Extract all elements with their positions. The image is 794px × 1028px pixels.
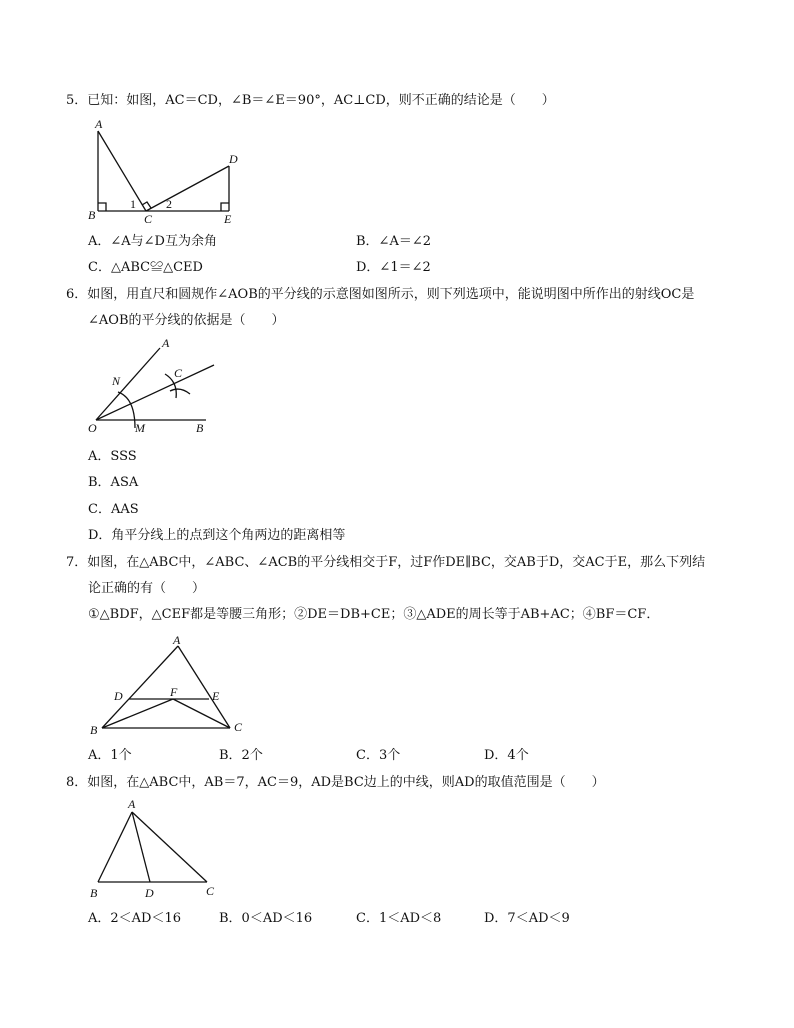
q7-label-c: C xyxy=(234,720,243,734)
q8-label-a: A xyxy=(128,797,136,811)
q5-label-b: B xyxy=(88,208,96,222)
q7-label-b: B xyxy=(90,723,98,737)
q8-label-c: C xyxy=(206,884,215,898)
q6-option-d[interactable]: D．角平分线上的点到这个角两边的距离相等 xyxy=(88,528,346,543)
q7-label-f: F xyxy=(170,685,178,699)
q7-option-d[interactable]: D．4个 xyxy=(484,748,529,763)
q8-label-d: D xyxy=(145,886,154,900)
q8-segment-ad xyxy=(132,812,150,882)
q7-stem-line3: ①△BDF，△CEF都是等腰三角形；②DE＝DB+CE；③△ADE的周长等于AB+AC；④BF＝CF． xyxy=(88,607,660,622)
q5-label-angle-1: 1 xyxy=(130,197,136,211)
q5-label-a: A xyxy=(95,117,103,131)
q8-label-b: B xyxy=(90,886,98,900)
q7-stem-line1: 7．如图，在△ABC中，∠ABC、∠ACB的平分线相交于F，过F作DE∥BC，交AB于D，交AC于E，那么下列结 xyxy=(66,555,706,570)
q8-option-a[interactable]: A．2＜AD＜16 xyxy=(88,911,182,926)
q5-label-angle-2: 2 xyxy=(166,197,172,211)
q7-option-a[interactable]: A．1个 xyxy=(88,748,132,763)
q5-label-d: D xyxy=(229,152,238,166)
q6-stem-line2: ∠AOB的平分线的依据是（ ） xyxy=(88,313,285,328)
q6-label-o: O xyxy=(88,421,97,435)
q5-stem: 5．已知：如图，AC＝CD，∠B＝∠E＝90°，AC⊥CD，则不正确的结论是（ ） xyxy=(66,93,555,108)
q7-label-e: E xyxy=(212,689,220,703)
q6-label-n: N xyxy=(112,374,121,388)
q8-option-c[interactable]: C．1＜AD＜8 xyxy=(356,911,442,926)
q6-label-a: A xyxy=(162,336,170,350)
q7-option-b[interactable]: B．2个 xyxy=(219,748,263,763)
q5-option-c[interactable]: C．△ABC≌△CED xyxy=(88,260,203,275)
q7-label-d: D xyxy=(114,689,123,703)
q8-segment-ab xyxy=(98,812,132,882)
q8-segment-ac xyxy=(132,812,207,882)
q7-label-a: A xyxy=(173,633,181,647)
q8-option-d[interactable]: D．7＜AD＜9 xyxy=(484,911,570,926)
q6-label-c: C xyxy=(174,366,183,380)
q8-option-b[interactable]: B．0＜AD＜16 xyxy=(219,911,313,926)
q5-label-e: E xyxy=(224,212,232,226)
q6-option-b[interactable]: B．ASA xyxy=(88,475,139,490)
q6-label-b: B xyxy=(196,421,204,435)
q6-option-a[interactable]: A．SSS xyxy=(88,449,137,464)
q7-stem-line2: 论正确的有（ ） xyxy=(88,581,206,596)
q6-stem-line1: 6．如图，用直尺和圆规作∠AOB的平分线的示意图如图所示，则下列选项中，能说明图中所作出的射线OC是 xyxy=(66,287,695,302)
q5-option-d[interactable]: D．∠1＝∠2 xyxy=(356,260,431,275)
q5-option-b[interactable]: B．∠A＝∠2 xyxy=(356,234,431,249)
q5-label-c: C xyxy=(144,212,153,226)
q6-label-m: M xyxy=(135,421,145,435)
q8-stem: 8．如图，在△ABC中，AB＝7，AC＝9，AD是BC边上的中线，则AD的取值范围是（ ） xyxy=(66,775,605,790)
q6-option-c[interactable]: C．AAS xyxy=(88,502,139,517)
q5-option-a[interactable]: A．∠A与∠D互为余角 xyxy=(88,234,217,249)
q7-option-c[interactable]: C．3个 xyxy=(356,748,401,763)
